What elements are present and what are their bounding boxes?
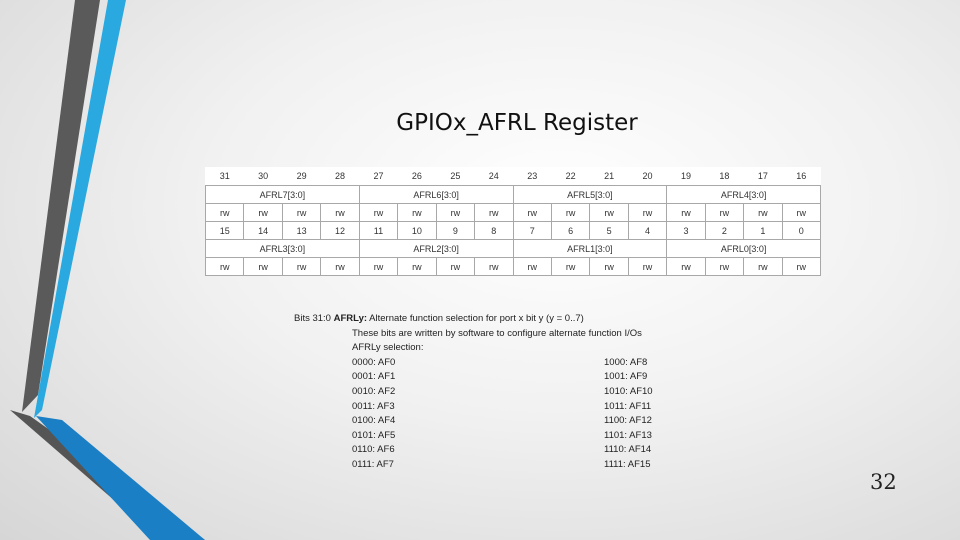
field-name: AFRLy:	[333, 313, 368, 324]
upper-access-row	[206, 204, 821, 222]
af-option: 0010: AF2	[352, 385, 396, 397]
access-cell: rw	[398, 204, 436, 222]
lower-field-row	[206, 240, 821, 258]
af-option: 1100: AF12	[604, 415, 652, 427]
bit-number: 6	[551, 222, 589, 240]
af-option: 1110: AF14	[604, 444, 652, 456]
access-cell: rw	[244, 258, 282, 276]
bit-number: 9	[436, 222, 474, 240]
field-summary: Alternate function selection for port x bit y (y = 0..7)	[369, 313, 584, 324]
description-line: These bits are written by software to configure alternate function I/Os	[352, 327, 642, 339]
bit-number: 7	[513, 222, 551, 240]
bit-number: 25	[450, 171, 461, 181]
access-cell: rw	[551, 258, 589, 276]
bit-number: 11	[359, 222, 397, 240]
access-cell: rw	[705, 258, 743, 276]
af-option: 1000: AF8	[604, 356, 648, 368]
access-cell: rw	[705, 204, 743, 222]
field-afrl0: AFRL0[3:0]	[667, 240, 821, 258]
bit-number: 29	[296, 171, 307, 181]
bit-number: 21	[604, 171, 615, 181]
bit-number: 23	[527, 171, 538, 181]
access-cell: rw	[513, 258, 551, 276]
bit-number: 8	[475, 222, 513, 240]
access-cell: rw	[398, 258, 436, 276]
lower-bit-numbers	[206, 222, 821, 240]
af-option: 1101: AF13	[604, 429, 652, 441]
bit-description	[294, 312, 714, 473]
bit-number: 14	[244, 222, 282, 240]
field-afrl5: AFRL5[3:0]	[513, 186, 667, 204]
af-option: 0111: AF7	[352, 458, 394, 470]
bit-number: 18	[719, 171, 730, 181]
bit-number: 19	[680, 171, 691, 181]
access-cell: rw	[590, 258, 628, 276]
access-cell: rw	[628, 258, 666, 276]
access-cell: rw	[244, 204, 282, 222]
field-afrl7: AFRL7[3:0]	[206, 186, 360, 204]
bit-number: 3	[667, 222, 705, 240]
bit-number: 1	[744, 222, 782, 240]
access-cell: rw	[359, 204, 397, 222]
af-option: 1010: AF10	[604, 385, 653, 397]
bit-number: 0	[782, 222, 820, 240]
access-cell: rw	[513, 204, 551, 222]
dark-stripe	[22, 0, 100, 412]
upper-bit-numbers	[206, 167, 821, 186]
description-line: AFRLy selection:	[352, 342, 424, 354]
bit-number: 24	[488, 171, 499, 181]
access-cell: rw	[667, 204, 705, 222]
bit-number: 5	[590, 222, 628, 240]
field-afrl2: AFRL2[3:0]	[359, 240, 513, 258]
af-options-grid	[294, 356, 714, 473]
af-option: 1111: AF15	[604, 458, 651, 470]
access-cell: rw	[436, 258, 474, 276]
access-cell: rw	[475, 204, 513, 222]
access-cell: rw	[475, 258, 513, 276]
access-cell: rw	[628, 204, 666, 222]
bit-number: 10	[398, 222, 436, 240]
bit-number: 28	[335, 171, 346, 181]
access-cell: rw	[282, 204, 320, 222]
bit-number: 12	[321, 222, 359, 240]
af-option: 0000: AF0	[352, 356, 396, 368]
af-option: 0011: AF3	[352, 400, 395, 412]
bit-number: 27	[373, 171, 384, 181]
register-table	[205, 167, 821, 276]
access-cell: rw	[590, 204, 628, 222]
bit-number: 2	[705, 222, 743, 240]
bit-number: 26	[411, 171, 422, 181]
access-cell: rw	[436, 204, 474, 222]
access-cell: rw	[744, 258, 782, 276]
field-afrl3: AFRL3[3:0]	[206, 240, 360, 258]
access-cell: rw	[206, 258, 244, 276]
af-option: 0101: AF5	[352, 429, 396, 441]
access-cell: rw	[206, 204, 244, 222]
bit-number: 20	[642, 171, 653, 181]
lower-access-row	[206, 258, 821, 276]
bit-number: 4	[628, 222, 666, 240]
description-heading	[294, 312, 714, 327]
access-cell: rw	[321, 204, 359, 222]
af-option: 0100: AF4	[352, 415, 396, 427]
field-afrl1: AFRL1[3:0]	[513, 240, 667, 258]
af-option: 1001: AF9	[604, 371, 648, 383]
bit-number: 31	[219, 171, 230, 181]
af-option: 0110: AF6	[352, 444, 395, 456]
access-cell: rw	[282, 258, 320, 276]
access-cell: rw	[782, 204, 820, 222]
slide-title: GPIOx_AFRL Register	[396, 110, 638, 136]
af-option: 0001: AF1	[352, 371, 396, 383]
access-cell: rw	[321, 258, 359, 276]
access-cell: rw	[782, 258, 820, 276]
upper-field-row	[206, 186, 821, 204]
bit-number: 15	[206, 222, 244, 240]
slide-number: 32	[870, 470, 897, 494]
bits-label: Bits 31:0	[294, 313, 331, 324]
af-option: 1011: AF11	[604, 400, 652, 412]
bit-number: 13	[282, 222, 320, 240]
blue-corner	[36, 416, 205, 540]
bit-number: 22	[565, 171, 576, 181]
field-afrl6: AFRL6[3:0]	[359, 186, 513, 204]
bit-number: 17	[757, 171, 768, 181]
field-afrl4: AFRL4[3:0]	[667, 186, 821, 204]
access-cell: rw	[744, 204, 782, 222]
bit-number: 30	[258, 171, 269, 181]
access-cell: rw	[551, 204, 589, 222]
bit-number: 16	[796, 171, 807, 181]
access-cell: rw	[667, 258, 705, 276]
access-cell: rw	[359, 258, 397, 276]
